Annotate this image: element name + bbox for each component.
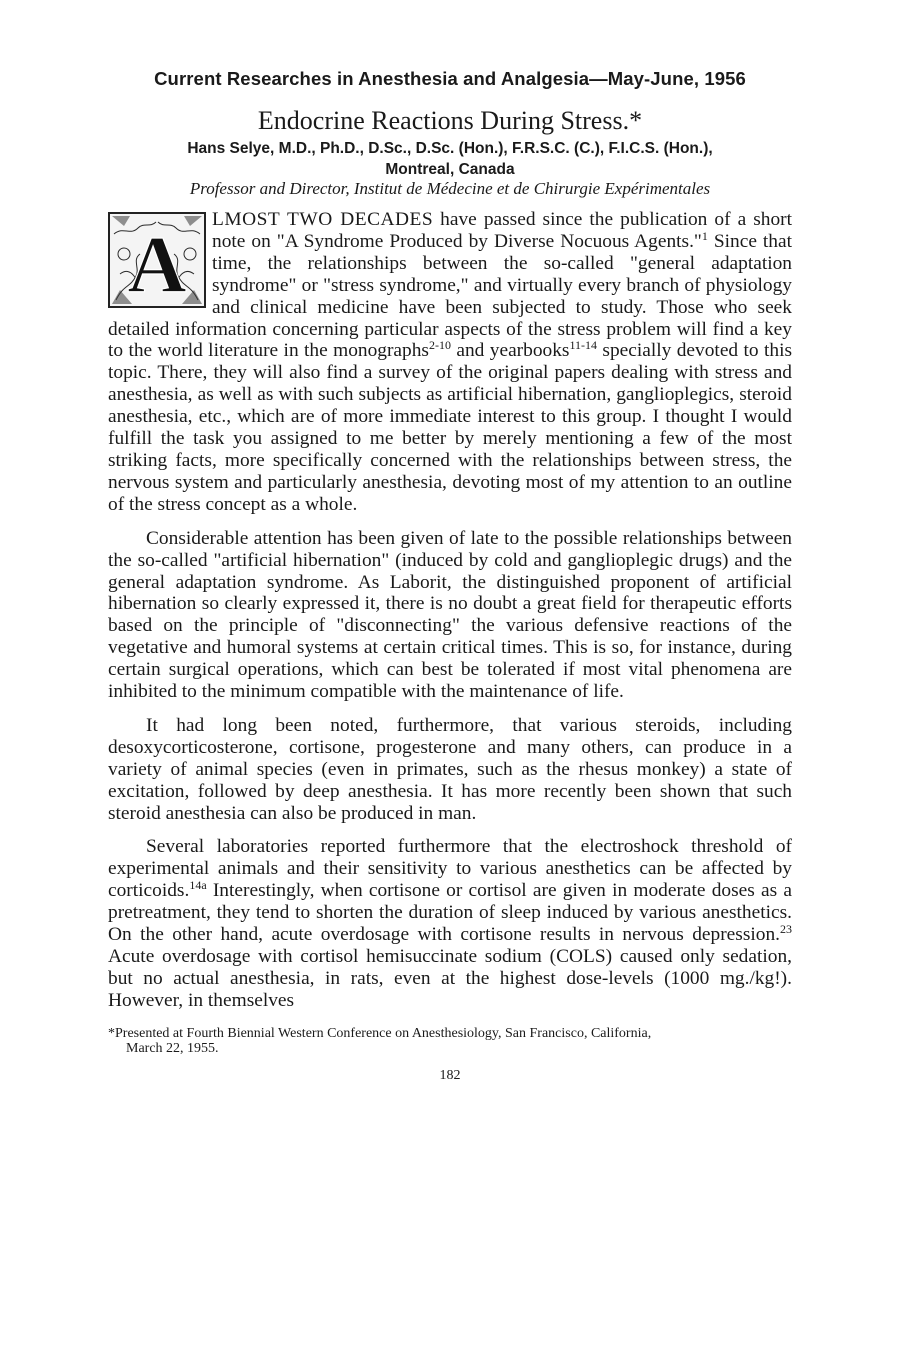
citation-2-10: 2-10 (428, 338, 451, 353)
article-body (108, 209, 792, 1012)
p1-text-c: and yearbooks (450, 340, 570, 362)
paragraph-4 (108, 836, 792, 1011)
journal-page (108, 60, 792, 1084)
p4-text-a: Several laboratories reported furthermore that the electroshock threshold of experimental animals and their sensitivity to various anesthetics can be affected by corticoids. (108, 836, 792, 902)
p1-text-a: have passed since the publication of a short note on "A Syndrome Produced by Diverse Nocuous Agents." (212, 209, 792, 252)
paragraph-1 (108, 209, 792, 516)
author-affiliation: Professor and Director, Institut de Médecine et de Chirurgie Expérimentales (189, 179, 711, 198)
page-number: 182 (439, 1067, 461, 1083)
article-title: Endocrine Reactions During Stress.* (257, 106, 643, 135)
paragraph-3: It had long been noted, furthermore, that various steroids, including desoxycorticosterone, cortisone, progesterone and many others, can produce in a variety of animal species (even in primates, such as the rhesus monkey) a state of excitation, followed by deep anesthesia. It has more recently been shown that such steroid anesthesia can also be produced in man. (108, 714, 792, 824)
footnote-line-2: March 22, 1955. (126, 1040, 219, 1056)
ornamental-dropcap (108, 212, 206, 308)
citation-23: 23 (780, 922, 792, 937)
citation-1: 1 (701, 228, 708, 243)
citation-11-14: 11-14 (569, 338, 598, 353)
p4-text-c: Acute overdosage with cortisol hemisuccinate sodium (COLS) caused only sedation, but no actual anesthesia, in rats, even at the highest dose-levels (1000 mg./kg!). However, in themselves (108, 946, 792, 1011)
citation-14a: 14a (189, 878, 207, 893)
running-head: Current Researches in Anesthesia and Analgesia—May-June, 1956 (154, 68, 746, 89)
footnote-line-1: *Presented at Fourth Biennial Western Conference on Anesthesiology, San Francisco, California, (108, 1025, 652, 1041)
paragraph-2: Considerable attention has been given of late to the possible relationships between the so-called "artificial hibernation" (induced by cold and ganglioplegic drugs) and the general adaptation syndrome. As Laborit, the distinguished proponent of artificial hibernation so clearly expressed it, there is no doubt a great field for therapeutic efforts based on the principle of "disconnecting" the various defensive reactions of the vegetative and humoral systems at certain critical times. This is so, for instance, during certain surgical operations, which can best be tolerated if most vital phenomena are inhibited to the minimum compatible with the maintenance of life. (108, 527, 792, 703)
dropcap-letter: A (127, 219, 187, 306)
p1-text-d: specially devoted to this topic. There, they will also find a survey of the original papers dealing with stress and anesthesia, as well as with such subjects as artificial hibernation, ganglioplegics, steroid anesthesia, etc., which are of more immediate interest to this group. I thought I would fulfill the task you assigned to me better by merely mentioning a few of the most striking facts, more specifically concerned with the relationships between stress, the nervous system and particularly anesthesia, devoting most of my attention to an outline of the stress concept as a whole. (108, 340, 792, 515)
p4-text-b: Interestingly, when cortisone or cortisol are given in moderate doses as a pretreatment, they tend to shorten the duration of sleep induced by various anesthetics. On the other hand, acute overdosage with cortisone results in nervous depression. (108, 880, 792, 946)
author-line: Hans Selye, M.D., Ph.D., D.Sc., D.Sc. (Hon.), F.R.S.C. (C.), F.I.C.S. (Hon.), (187, 140, 713, 157)
footnote (108, 1026, 792, 1056)
lead-caps: LMOST TWO DECADES (212, 209, 434, 230)
dropcap-ornament-icon (110, 214, 204, 306)
p1-text-b: Since that time, the relationships between the so-called "general adaptation syndrome" or "stress syndrome," and virtually every branch of physiology and clinical medicine have been subjected to study. Those who seek detailed information concerning particular aspects of the stress problem will find a key to the world literature in the monographs (108, 230, 793, 362)
author-location: Montreal, Canada (385, 161, 515, 178)
